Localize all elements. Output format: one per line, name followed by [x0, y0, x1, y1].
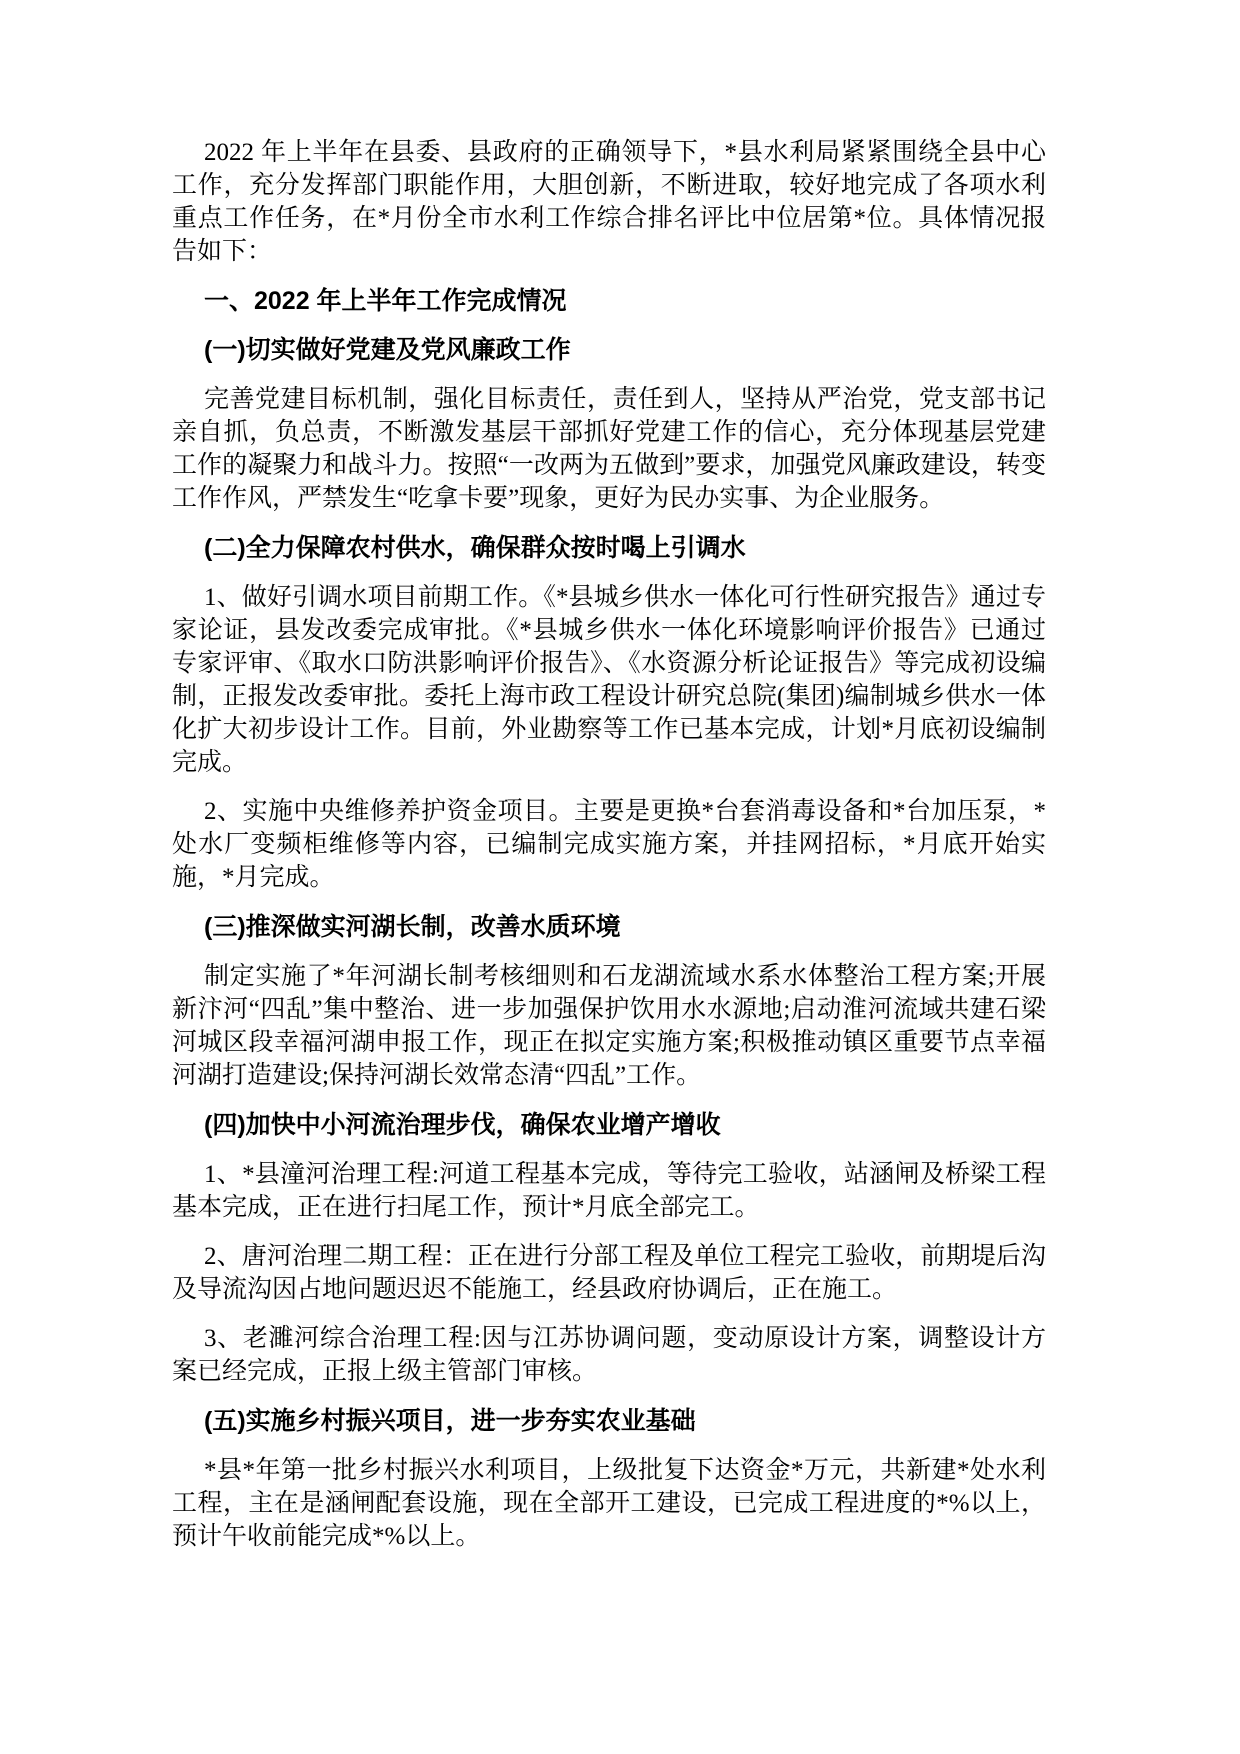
subsection-heading-2: (二)全力保障农村供水，确保群众按时喝上引调水	[204, 534, 746, 562]
paragraph-party-building: 完善党建目标机制，强化目标责任，责任到人，坚持从严治党，党支部书记亲自抓，负总责，不断激发基层干部抓好党建工作的信心，充分体现基层党建工作的凝聚力和战斗力。按照“一改两为五做到”要求，加强党风廉政建设，转变工作作风，严禁发生“吃拿卡要”现象，更好为民办实事、为企业服务。	[172, 386, 1046, 512]
subsection-heading-3: (三)推深做实河湖长制，改善水质环境	[204, 913, 621, 941]
paragraph-water-supply-item-2: 2、实施中央维修养护资金项目。主要是更换*台套消毒设备和*台加压泵，*处水厂变频柜维修等内容，已编制完成实施方案，并挂网招标，*月底开始实施，*月完成。	[172, 798, 1046, 891]
paragraph-river-project-1: 1、*县潼河治理工程:河道工程基本完成，等待完工验收，站涵闸及桥梁工程基本完成，正在进行扫尾工作，预计*月底全部完工。	[172, 1161, 1046, 1221]
paragraph-river-project-3: 3、老濉河综合治理工程:因与江苏协调问题，变动原设计方案，调整设计方案已经完成，正报上级主管部门审核。	[172, 1325, 1046, 1385]
paragraph-river-lake-chief: 制定实施了*年河湖长制考核细则和石龙湖流域水系水体整治工程方案;开展新汴河“四乱”集中整治、进一步加强保护饮用水水源地;启动淮河流域共建石梁河城区段幸福河湖申报工作，现正在拟定实施方案;积极推动镇区重要节点幸福河湖打造建设;保持河湖长效常态清“四乱”工作。	[172, 963, 1046, 1089]
section-heading-part1: 一、2022 年上半年工作完成情况	[204, 287, 567, 315]
paragraph-rural-revitalization: *县*年第一批乡村振兴水利项目，上级批复下达资金*万元，共新建*处水利工程，主在是涵闸配套设施，现在全部开工建设，已完成工程进度的*%以上，预计午收前能完成*%以上。	[172, 1457, 1046, 1550]
subsection-heading-1: (一)切实做好党建及党风廉政工作	[204, 336, 571, 364]
subsection-heading-4: (四)加快中小河流治理步伐，确保农业增产增收	[204, 1111, 721, 1139]
intro-paragraph: 2022 年上半年在县委、县政府的正确领导下，*县水利局紧紧围绕全县中心工作，充分发挥部门职能作用，大胆创新，不断进取，较好地完成了各项水利重点工作任务，在*月份全市水利工作综合排名评比中位居第*位。具体情况报告如下：	[172, 139, 1046, 265]
paragraph-water-supply-item-1: 1、做好引调水项目前期工作。《*县城乡供水一体化可行性研究报告》通过专家论证，县发改委完成审批。《*县城乡供水一体化环境影响评价报告》已通过专家评审、《取水口防洪影响评价报告》、《水资源分析论证报告》等完成初设编制，正报发改委审批。委托上海市政工程设计研究总院(集团)编制城乡供水一体化扩大初步设计工作。目前，外业勘察等工作已基本完成，计划*月底初设编制完成。	[172, 584, 1046, 776]
paragraph-river-project-2: 2、唐河治理二期工程：正在进行分部工程及单位工程完工验收，前期堤后沟及导流沟因占地问题迟迟不能施工，经县政府协调后，正在施工。	[172, 1243, 1046, 1303]
subsection-heading-5: (五)实施乡村振兴项目，进一步夯实农业基础	[204, 1407, 696, 1435]
